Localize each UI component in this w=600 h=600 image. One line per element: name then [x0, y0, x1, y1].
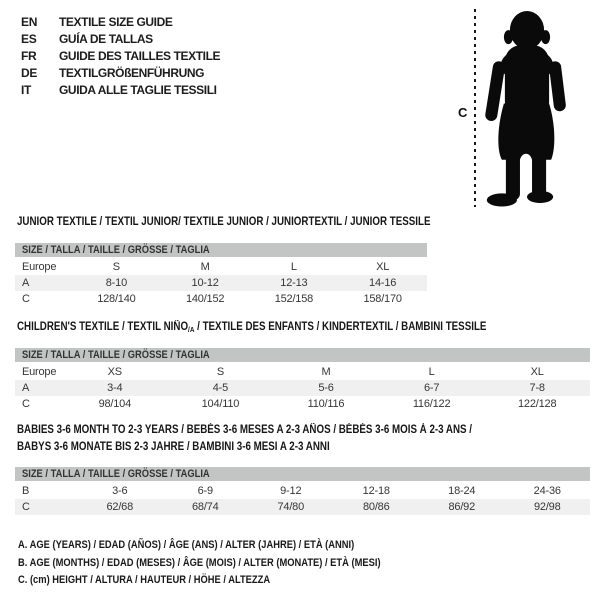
cell: 128/140 — [97, 293, 136, 305]
size-header-bar — [15, 467, 590, 481]
table-row-months — [15, 483, 590, 499]
cell: 12-13 — [280, 277, 308, 289]
lang-code: EN — [21, 14, 38, 29]
cell: S — [112, 261, 120, 273]
cell: XS — [107, 366, 122, 378]
cell: 18-24 — [448, 485, 476, 497]
footnote-c: C. (cm) HEIGHT / ALTURA / HAUTEUR / HÖHE / ALTEZZA — [18, 574, 271, 586]
lang-row-de — [21, 64, 220, 81]
cell: 9-12 — [280, 485, 302, 497]
footnote-a: A. AGE (YEARS) / EDAD (AÑOS) / ÂGE (ANS) / ALTER (JAHRE) / ETÀ (ANNI) — [18, 539, 355, 551]
heading-text: / TEXTILE DES ENFANTS / KINDERTEXTIL / BAMBINI TESSILE — [194, 321, 487, 333]
cell: 152/158 — [274, 293, 314, 305]
size-header-label: SIZE / TALLA / TAILLE / GRÖSSE / TAGLIA — [22, 244, 210, 256]
size-header-label: SIZE / TALLA / TAILLE / GRÖSSE / TAGLIA — [22, 468, 210, 480]
lang-label: TEXTILGRÖßENFÜHRUNG — [59, 65, 205, 80]
lang-label: GUIDA ALLE TAGLIE TESSILI — [59, 82, 217, 97]
cell: 8-10 — [105, 277, 127, 289]
footnote-b: B. AGE (MONTHS) / EDAD (MESES) / ÂGE (MOIS) / ALTER (MONATE) / ETÀ (MESI) — [18, 556, 381, 569]
row-label: C — [22, 398, 30, 410]
cell: 3-4 — [107, 382, 123, 394]
lang-code: ES — [21, 31, 37, 46]
row-label: Europe — [22, 366, 57, 378]
row-label: A — [22, 277, 30, 289]
cell: 3-6 — [112, 485, 128, 497]
cell: 104/110 — [201, 398, 240, 410]
babies-section-heading — [17, 422, 552, 456]
junior-size-table — [15, 243, 427, 307]
cell: XL — [530, 366, 544, 378]
heading-line1: BABIES 3-6 MONTH TO 2-3 YEARS / BEBÉS 3-6 MESES A 2-3 AÑOS / BÉBÉS 3-6 MOIS À 2-3 ANS / — [17, 424, 473, 436]
cell: 10-12 — [191, 277, 219, 289]
footnotes — [18, 537, 445, 590]
row-label: Europe — [22, 261, 57, 273]
heading-text: CHILDREN'S TEXTILE / TEXTIL NIÑO — [17, 321, 189, 333]
row-label: A — [22, 382, 30, 394]
cell: L — [428, 366, 435, 378]
toddler-silhouette-icon — [482, 7, 572, 208]
table-row-age — [15, 380, 590, 396]
cell: XL — [376, 261, 390, 273]
table-row-height — [15, 291, 427, 307]
cell: 62/68 — [106, 501, 134, 513]
cell: 140/152 — [185, 293, 225, 305]
language-list — [21, 13, 220, 98]
cell: 110/116 — [307, 398, 345, 410]
cell: 5-6 — [318, 382, 334, 394]
heading-subscript: /A — [188, 325, 195, 334]
cell: 80/86 — [362, 501, 390, 513]
size-header-bar — [15, 243, 427, 257]
cell: 12-18 — [362, 485, 390, 497]
cell: 7-8 — [529, 382, 545, 394]
row-label: C — [22, 293, 30, 305]
junior-section-heading: JUNIOR TEXTILE / TEXTIL JUNIOR/ TEXTILE JUNIOR / JUNIORTEXTIL / JUNIOR TESSILE — [17, 216, 431, 228]
cell: 74/80 — [277, 501, 305, 513]
row-label: C — [22, 501, 30, 513]
lang-label: GUÍA DE TALLAS — [59, 31, 153, 46]
cell: 116/122 — [412, 398, 451, 410]
cell: 24-36 — [533, 485, 561, 497]
cell: 68/74 — [191, 501, 219, 513]
babies-size-table — [15, 467, 590, 515]
size-header-bar — [15, 348, 590, 362]
cell: 92/98 — [533, 501, 561, 513]
table-row-height — [15, 499, 590, 515]
heading-line2: BABYS 3-6 MONATE BIS 2-3 JAHRE / BAMBINI 3-6 MESI A 2-3 ANNI — [17, 441, 330, 453]
lang-code: DE — [21, 65, 38, 80]
cell: M — [321, 366, 331, 378]
height-dashed-line — [474, 9, 476, 207]
cell: L — [290, 261, 297, 273]
cell: 158/170 — [363, 293, 402, 305]
lang-label: TEXTILE SIZE GUIDE — [59, 14, 173, 29]
cell: 6-7 — [423, 382, 440, 394]
lang-label: GUIDE DES TAILLES TEXTILE — [59, 48, 221, 63]
cell: M — [200, 261, 210, 273]
lang-code: IT — [21, 82, 32, 97]
children-section-heading — [17, 319, 569, 338]
row-label: B — [22, 485, 30, 497]
table-row-sizes — [15, 364, 590, 380]
lang-row-es — [21, 30, 220, 47]
lang-row-en — [21, 13, 220, 30]
children-size-table — [15, 348, 590, 412]
table-row-sizes — [15, 259, 427, 275]
lang-row-fr — [21, 47, 220, 64]
cell: 6-9 — [197, 485, 213, 497]
cell: 86/92 — [448, 501, 476, 513]
cell: S — [216, 366, 224, 378]
table-row-age — [15, 275, 427, 291]
cell: 4-5 — [212, 382, 229, 394]
cell: 122/128 — [518, 398, 557, 410]
lang-code: FR — [21, 48, 37, 63]
lang-row-it — [21, 81, 220, 98]
height-marker-label: C — [458, 105, 468, 120]
size-header-label: SIZE / TALLA / TAILLE / GRÖSSE / TAGLIA — [22, 349, 210, 361]
table-row-height — [15, 396, 590, 412]
cell: 98/104 — [98, 398, 132, 410]
cell: 14-16 — [369, 277, 397, 289]
